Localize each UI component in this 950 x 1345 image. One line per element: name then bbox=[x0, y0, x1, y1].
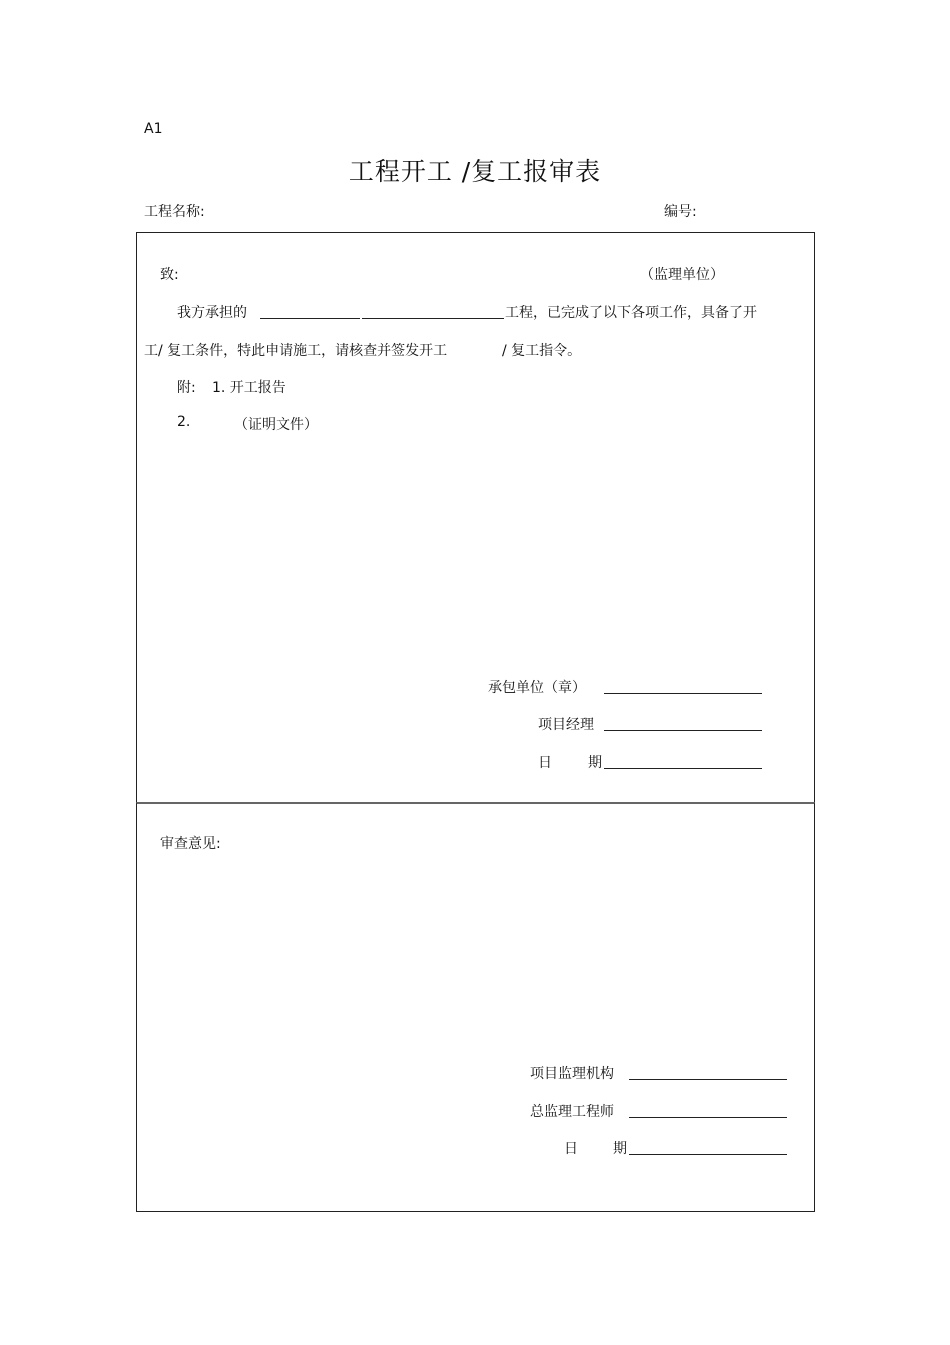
agency-signature-line bbox=[629, 1079, 787, 1080]
attach-item-2-number: 2. bbox=[177, 414, 191, 430]
review-section bbox=[136, 802, 815, 1212]
attach-label: 附: bbox=[177, 380, 196, 396]
opinion-label: 审查意见: bbox=[160, 836, 221, 852]
to-label: 致: bbox=[160, 267, 179, 283]
review-date-label-right: 期 bbox=[613, 1141, 627, 1157]
contractor-label: 承包单位（章） bbox=[488, 680, 586, 696]
application-date-label-left: 日 bbox=[538, 755, 552, 771]
page-title: 工程开工 /复工报审表 bbox=[348, 157, 602, 186]
attach-item-2-text: （证明文件） bbox=[234, 417, 318, 433]
application-date-line bbox=[604, 768, 762, 769]
review-date-line bbox=[629, 1154, 787, 1155]
project-name-label: 工程名称: bbox=[144, 204, 205, 220]
chief-engineer-label: 总监理工程师 bbox=[530, 1104, 614, 1120]
manager-signature-line bbox=[604, 730, 762, 731]
supervisor-unit-label: （监理单位） bbox=[640, 267, 724, 283]
chief-engineer-signature-line bbox=[629, 1117, 787, 1118]
line2-right: / 复工指令。 bbox=[502, 343, 582, 359]
form-code: A1 bbox=[144, 121, 163, 137]
contractor-signature-line bbox=[604, 693, 762, 694]
manager-label: 项目经理 bbox=[538, 717, 594, 733]
agency-label: 项目监理机构 bbox=[530, 1066, 614, 1082]
project-blank-line-b bbox=[362, 318, 504, 319]
project-blank-line-a bbox=[260, 318, 360, 319]
application-date-label-right: 期 bbox=[588, 755, 602, 771]
attach-item-1: 1. 开工报告 bbox=[212, 380, 286, 396]
line1-suffix: 工程，已完成了以下各项工作，具备了开 bbox=[505, 305, 757, 321]
review-date-label-left: 日 bbox=[564, 1141, 578, 1157]
number-label: 编号: bbox=[664, 204, 697, 220]
line2-left: 工/ 复工条件，特此申请施工，请核查并签发开工 bbox=[144, 343, 448, 359]
line1-prefix: 我方承担的 bbox=[177, 305, 247, 321]
